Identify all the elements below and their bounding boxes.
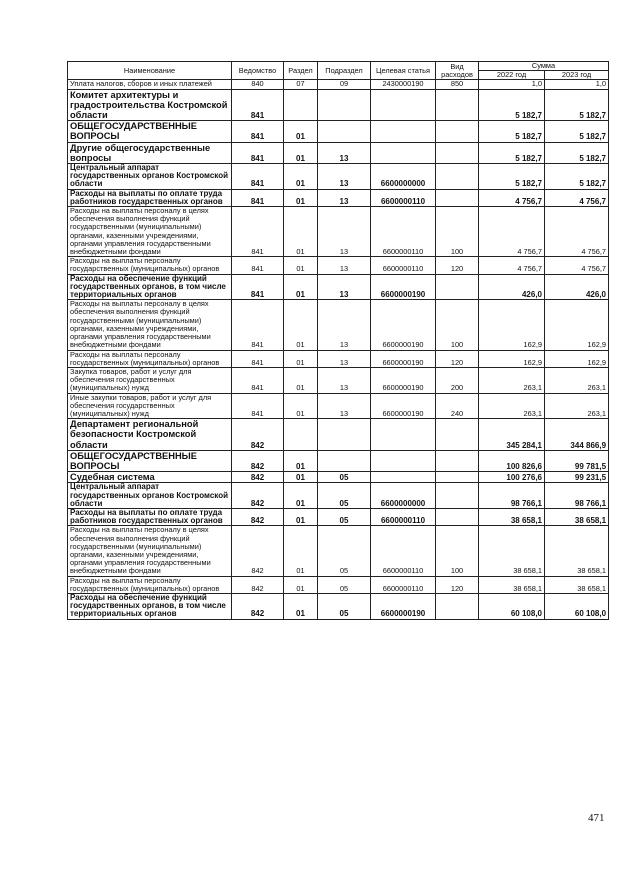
cell-podrazdel: 05 — [318, 593, 371, 619]
table-body — [68, 80, 609, 619]
cell-tselevaya-statya: 6600000110 — [371, 257, 436, 274]
cell-sum-2023: 1,0 — [545, 80, 609, 89]
cell-tselevaya-statya: 6600000110 — [371, 508, 436, 525]
cell-vid-raskhodov — [436, 472, 479, 483]
cell-podrazdel: 13 — [318, 300, 371, 350]
cell-vedomstvo: 841 — [232, 207, 284, 257]
cell-vedomstvo: 842 — [232, 472, 284, 483]
cell-name: Расходы на выплаты персоналу в целях обеспечения выполнения функций государственными (муниципальными) органами, казенными учреждениями, органами управления государственными внебюджетными фондами — [68, 207, 232, 257]
cell-vedomstvo: 841 — [232, 393, 284, 419]
header-razdel: Раздел — [284, 62, 318, 80]
cell-tselevaya-statya — [371, 142, 436, 163]
cell-vedomstvo: 841 — [232, 300, 284, 350]
cell-vedomstvo: 842 — [232, 450, 284, 471]
table-row — [68, 472, 609, 483]
table-row — [68, 526, 609, 576]
cell-vedomstvo: 842 — [232, 593, 284, 619]
cell-sum-2023: 344 866,9 — [545, 419, 609, 451]
cell-sum-2022: 5 182,7 — [479, 142, 545, 163]
cell-razdel: 01 — [284, 350, 318, 367]
cell-podrazdel: 13 — [318, 350, 371, 367]
cell-vedomstvo: 842 — [232, 576, 284, 593]
cell-vid-raskhodov — [436, 189, 479, 206]
cell-tselevaya-statya: 6600000110 — [371, 526, 436, 576]
cell-sum-2022: 345 284,1 — [479, 419, 545, 451]
cell-sum-2022: 38 658,1 — [479, 576, 545, 593]
cell-podrazdel: 09 — [318, 80, 371, 89]
cell-tselevaya-statya: 6600000000 — [371, 164, 436, 190]
header-name: Наименование — [68, 62, 232, 80]
cell-sum-2022: 38 658,1 — [479, 526, 545, 576]
cell-tselevaya-statya: 6600000190 — [371, 300, 436, 350]
cell-sum-2023: 162,9 — [545, 350, 609, 367]
cell-tselevaya-statya: 6600000000 — [371, 483, 436, 509]
cell-podrazdel: 13 — [318, 189, 371, 206]
cell-name: Уплата налогов, сборов и иных платежей — [68, 80, 232, 89]
cell-vedomstvo: 841 — [232, 121, 284, 142]
cell-vid-raskhodov: 850 — [436, 80, 479, 89]
table-row — [68, 89, 609, 121]
table-row — [68, 80, 609, 89]
cell-podrazdel — [318, 450, 371, 471]
cell-name: Расходы на выплаты персоналу в целях обеспечения выполнения функций государственными (муниципальными) органами, казенными учреждениями, органами управления государственными внебюджетными фондами — [68, 300, 232, 350]
cell-razdel: 01 — [284, 393, 318, 419]
cell-vid-raskhodov — [436, 164, 479, 190]
cell-name: Департамент региональной безопасности Костромской области — [68, 419, 232, 451]
cell-podrazdel: 05 — [318, 508, 371, 525]
cell-vedomstvo: 840 — [232, 80, 284, 89]
cell-tselevaya-statya — [371, 472, 436, 483]
cell-sum-2022: 98 766,1 — [479, 483, 545, 509]
cell-vedomstvo: 841 — [232, 89, 284, 121]
cell-sum-2022: 4 756,7 — [479, 189, 545, 206]
table-row — [68, 483, 609, 509]
cell-sum-2023: 4 756,7 — [545, 257, 609, 274]
cell-podrazdel: 13 — [318, 164, 371, 190]
cell-vedomstvo: 842 — [232, 508, 284, 525]
cell-tselevaya-statya: 6600000190 — [371, 350, 436, 367]
cell-vedomstvo: 842 — [232, 526, 284, 576]
cell-name: Расходы на выплаты персоналу государственных (муниципальных) органов — [68, 350, 232, 367]
cell-vid-raskhodov — [436, 483, 479, 509]
table-row — [68, 350, 609, 367]
header-vid-raskhodov: Вид расходов — [436, 62, 479, 80]
header-tselevaya-statya: Целевая статья — [371, 62, 436, 80]
cell-vedomstvo: 841 — [232, 189, 284, 206]
cell-podrazdel: 13 — [318, 207, 371, 257]
cell-sum-2022: 1,0 — [479, 80, 545, 89]
cell-tselevaya-statya: 6600000110 — [371, 189, 436, 206]
cell-vedomstvo: 841 — [232, 142, 284, 163]
cell-name: Иные закупки товаров, работ и услуг для обеспечения государственных (муниципальных) нужд — [68, 393, 232, 419]
cell-sum-2022: 4 756,7 — [479, 257, 545, 274]
cell-podrazdel: 13 — [318, 142, 371, 163]
cell-razdel: 01 — [284, 526, 318, 576]
cell-sum-2022: 263,1 — [479, 367, 545, 393]
cell-name: Расходы на выплаты по оплате труда работников государственных органов — [68, 189, 232, 206]
cell-vedomstvo: 841 — [232, 257, 284, 274]
table-row — [68, 593, 609, 619]
cell-tselevaya-statya: 6600000190 — [371, 593, 436, 619]
cell-razdel: 01 — [284, 593, 318, 619]
cell-vid-raskhodov — [436, 121, 479, 142]
cell-sum-2022: 38 658,1 — [479, 508, 545, 525]
cell-razdel: 01 — [284, 367, 318, 393]
table-row — [68, 274, 609, 300]
cell-tselevaya-statya — [371, 121, 436, 142]
cell-sum-2022: 5 182,7 — [479, 89, 545, 121]
page-number: 471 — [588, 812, 605, 824]
cell-podrazdel — [318, 419, 371, 451]
cell-tselevaya-statya: 6600000110 — [371, 207, 436, 257]
cell-name: Судебная система — [68, 472, 232, 483]
cell-name: Расходы на выплаты по оплате труда работников государственных органов — [68, 508, 232, 525]
cell-sum-2022: 162,9 — [479, 300, 545, 350]
cell-sum-2023: 38 658,1 — [545, 526, 609, 576]
cell-vedomstvo: 841 — [232, 350, 284, 367]
cell-tselevaya-statya: 6600000190 — [371, 367, 436, 393]
table-row — [68, 576, 609, 593]
cell-tselevaya-statya: 6600000110 — [371, 576, 436, 593]
cell-name: Расходы на обеспечение функций государственных органов, в том числе территориальных органов — [68, 274, 232, 300]
cell-razdel: 01 — [284, 300, 318, 350]
cell-razdel: 01 — [284, 472, 318, 483]
cell-name: Центральный аппарат государственных органов Костромской области — [68, 164, 232, 190]
header-year-2023: 2023 год — [545, 71, 609, 80]
table-row — [68, 419, 609, 451]
table-row — [68, 164, 609, 190]
cell-podrazdel: 05 — [318, 472, 371, 483]
cell-sum-2023: 5 182,7 — [545, 164, 609, 190]
cell-razdel: 01 — [284, 576, 318, 593]
cell-razdel — [284, 89, 318, 121]
cell-razdel — [284, 419, 318, 451]
cell-razdel: 01 — [284, 483, 318, 509]
cell-razdel: 01 — [284, 142, 318, 163]
cell-sum-2023: 38 658,1 — [545, 508, 609, 525]
cell-vid-raskhodov — [436, 89, 479, 121]
cell-vid-raskhodov: 100 — [436, 207, 479, 257]
cell-vid-raskhodov — [436, 419, 479, 451]
cell-razdel: 01 — [284, 121, 318, 142]
table-row — [68, 450, 609, 471]
cell-tselevaya-statya — [371, 450, 436, 471]
cell-podrazdel: 13 — [318, 274, 371, 300]
cell-tselevaya-statya — [371, 89, 436, 121]
cell-vid-raskhodov: 100 — [436, 300, 479, 350]
cell-podrazdel: 05 — [318, 576, 371, 593]
cell-sum-2023: 426,0 — [545, 274, 609, 300]
cell-vid-raskhodov: 120 — [436, 576, 479, 593]
cell-name: Центральный аппарат государственных органов Костромской области — [68, 483, 232, 509]
cell-vid-raskhodov: 240 — [436, 393, 479, 419]
header-summa: Сумма — [479, 62, 609, 71]
table-row — [68, 257, 609, 274]
cell-sum-2022: 100 276,6 — [479, 472, 545, 483]
table-row — [68, 121, 609, 142]
cell-sum-2023: 5 182,7 — [545, 142, 609, 163]
header-podrazdel: Подраздел — [318, 62, 371, 80]
cell-sum-2022: 5 182,7 — [479, 164, 545, 190]
cell-sum-2023: 99 781,5 — [545, 450, 609, 471]
cell-vedomstvo: 841 — [232, 274, 284, 300]
table-row — [68, 367, 609, 393]
cell-vid-raskhodov: 120 — [436, 257, 479, 274]
cell-name: Другие общегосударственные вопросы — [68, 142, 232, 163]
table-row — [68, 207, 609, 257]
cell-tselevaya-statya: 2430000190 — [371, 80, 436, 89]
cell-sum-2022: 5 182,7 — [479, 121, 545, 142]
cell-sum-2023: 99 231,5 — [545, 472, 609, 483]
cell-tselevaya-statya — [371, 419, 436, 451]
table-row — [68, 508, 609, 525]
header-vedomstvo: Ведомство — [232, 62, 284, 80]
table-row — [68, 393, 609, 419]
cell-sum-2023: 4 756,7 — [545, 207, 609, 257]
cell-razdel: 01 — [284, 164, 318, 190]
cell-razdel: 01 — [284, 189, 318, 206]
cell-name: Расходы на обеспечение функций государственных органов, в том числе территориальных органов — [68, 593, 232, 619]
budget-table — [67, 61, 609, 620]
cell-razdel: 07 — [284, 80, 318, 89]
cell-podrazdel: 13 — [318, 393, 371, 419]
table-row — [68, 300, 609, 350]
cell-name: Закупка товаров, работ и услуг для обеспечения государственных (муниципальных) нужд — [68, 367, 232, 393]
cell-vedomstvo: 842 — [232, 483, 284, 509]
cell-vid-raskhodov: 100 — [436, 526, 479, 576]
cell-name: ОБЩЕГОСУДАРСТВЕННЫЕ ВОПРОСЫ — [68, 121, 232, 142]
cell-name: Расходы на выплаты персоналу государственных (муниципальных) органов — [68, 257, 232, 274]
cell-razdel: 01 — [284, 274, 318, 300]
table-row — [68, 189, 609, 206]
cell-sum-2023: 38 658,1 — [545, 576, 609, 593]
cell-razdel: 01 — [284, 450, 318, 471]
cell-name: Комитет архитектуры и градостроительства Костромской области — [68, 89, 232, 121]
cell-sum-2022: 426,0 — [479, 274, 545, 300]
cell-tselevaya-statya: 6600000190 — [371, 274, 436, 300]
cell-sum-2023: 5 182,7 — [545, 89, 609, 121]
cell-sum-2023: 4 756,7 — [545, 189, 609, 206]
cell-vedomstvo: 841 — [232, 164, 284, 190]
cell-vid-raskhodov — [436, 142, 479, 163]
cell-sum-2023: 60 108,0 — [545, 593, 609, 619]
cell-podrazdel: 13 — [318, 367, 371, 393]
cell-podrazdel — [318, 89, 371, 121]
cell-vid-raskhodov — [436, 450, 479, 471]
cell-vid-raskhodov — [436, 508, 479, 525]
cell-sum-2022: 263,1 — [479, 393, 545, 419]
cell-sum-2022: 4 756,7 — [479, 207, 545, 257]
cell-vedomstvo: 841 — [232, 367, 284, 393]
header-year-2022: 2022 год — [479, 71, 545, 80]
cell-sum-2023: 162,9 — [545, 300, 609, 350]
cell-podrazdel: 05 — [318, 483, 371, 509]
cell-sum-2023: 98 766,1 — [545, 483, 609, 509]
cell-vid-raskhodov — [436, 274, 479, 300]
cell-sum-2023: 5 182,7 — [545, 121, 609, 142]
cell-razdel: 01 — [284, 508, 318, 525]
cell-razdel: 01 — [284, 207, 318, 257]
cell-name: ОБЩЕГОСУДАРСТВЕННЫЕ ВОПРОСЫ — [68, 450, 232, 471]
cell-tselevaya-statya: 6600000190 — [371, 393, 436, 419]
cell-sum-2023: 263,1 — [545, 393, 609, 419]
cell-podrazdel: 05 — [318, 526, 371, 576]
cell-podrazdel — [318, 121, 371, 142]
cell-name: Расходы на выплаты персоналу в целях обеспечения выполнения функций государственными (муниципальными) органами, казенными учреждениями, органами управления государственными внебюджетными фондами — [68, 526, 232, 576]
cell-name: Расходы на выплаты персоналу государственных (муниципальных) органов — [68, 576, 232, 593]
cell-vid-raskhodov: 120 — [436, 350, 479, 367]
cell-vedomstvo: 842 — [232, 419, 284, 451]
cell-podrazdel: 13 — [318, 257, 371, 274]
cell-razdel: 01 — [284, 257, 318, 274]
cell-vid-raskhodov: 200 — [436, 367, 479, 393]
cell-sum-2023: 263,1 — [545, 367, 609, 393]
cell-sum-2022: 162,9 — [479, 350, 545, 367]
table-row — [68, 142, 609, 163]
cell-sum-2022: 60 108,0 — [479, 593, 545, 619]
cell-sum-2022: 100 826,6 — [479, 450, 545, 471]
cell-vid-raskhodov — [436, 593, 479, 619]
